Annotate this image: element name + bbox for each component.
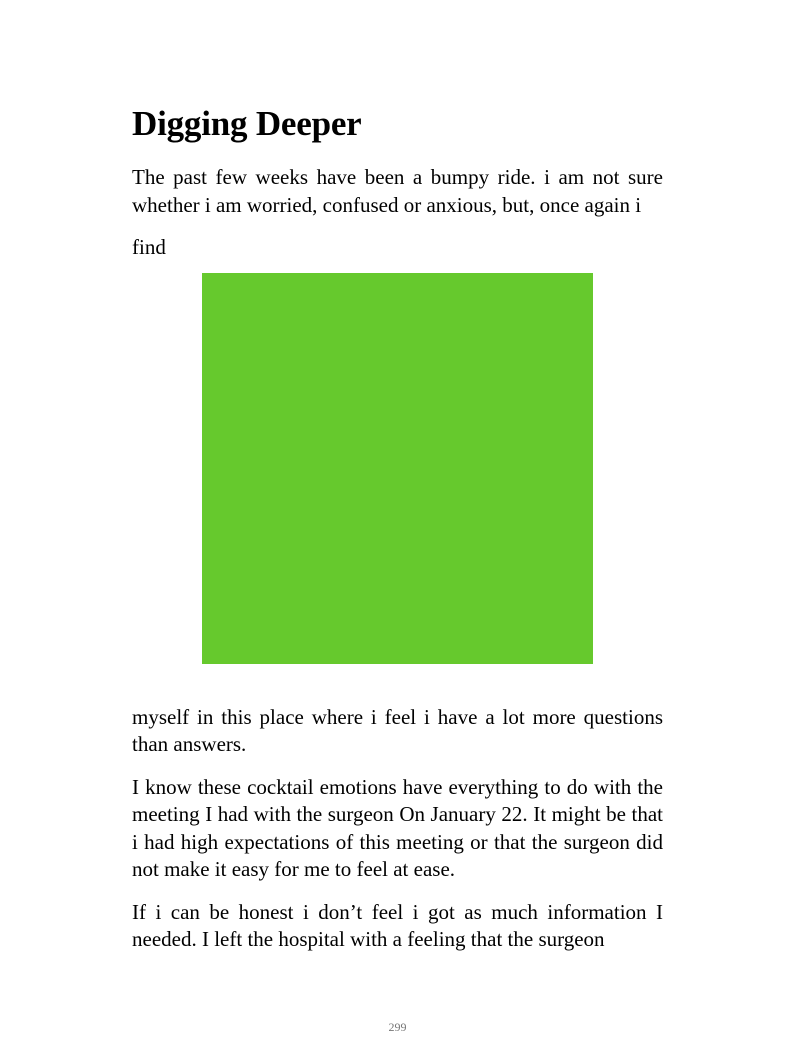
paragraph-4: I know these cocktail emotions have everything to do with the meeting I had with the surgeon On January 22. It might be that i had high expectations of this meeting or that the surgeon did not make it easy for me to feel at ease. bbox=[132, 774, 663, 881]
paragraph-5: If i can be honest i don’t feel i got as much information I needed. I left the hospital with a feeling that the surgeon bbox=[132, 899, 663, 951]
green-square-image bbox=[202, 273, 593, 664]
paragraph-3: myself in this place where i feel i have a lot more questions than answers. bbox=[132, 704, 663, 756]
paragraph-1: The past few weeks have been a bumpy ride. i am not sure whether i am worried, confused or anxious, but, once again i bbox=[132, 165, 663, 217]
page-content bbox=[132, 100, 663, 954]
paragraph-2: find bbox=[132, 235, 166, 259]
page-title: Digging Deeper bbox=[132, 104, 362, 143]
page-number: 299 bbox=[388, 1020, 407, 1034]
